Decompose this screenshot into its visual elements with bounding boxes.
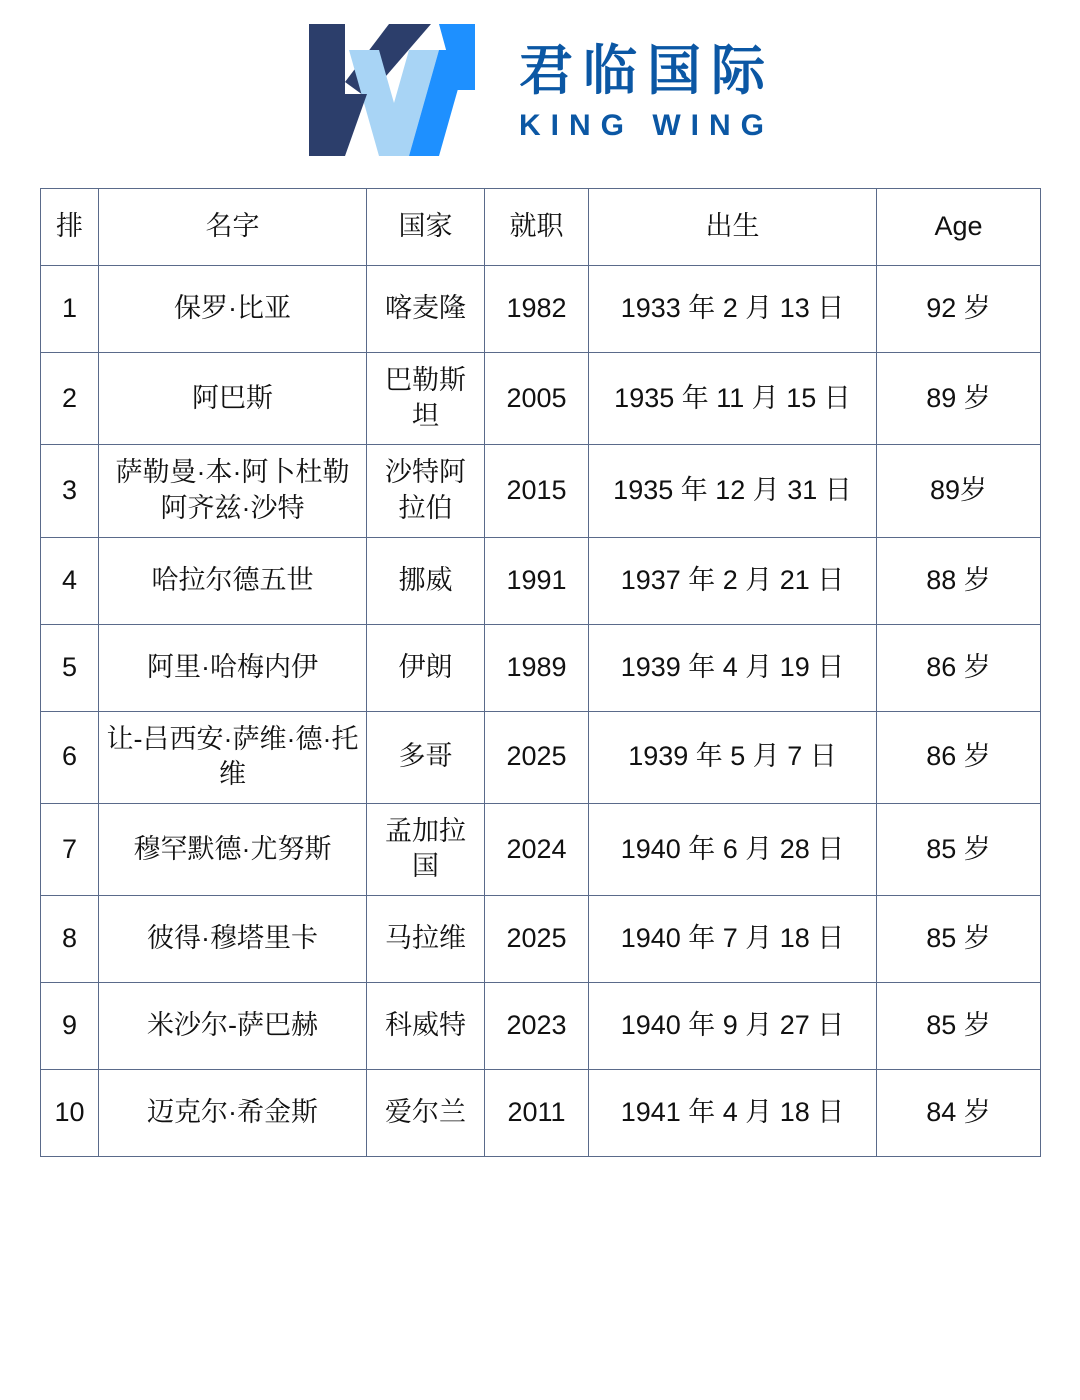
cell-birth: 1937 年 2 月 21 日 xyxy=(589,537,877,624)
column-header-rank: 排 xyxy=(41,189,99,266)
cell-country: 科威特 xyxy=(367,983,485,1070)
cell-name: 让-吕西安·萨维·德·托维 xyxy=(99,711,367,803)
cell-name: 阿巴斯 xyxy=(99,353,367,445)
cell-inaugurated: 2005 xyxy=(485,353,589,445)
brand-name-en: KING WING xyxy=(519,109,774,143)
cell-rank: 5 xyxy=(41,624,99,711)
cell-name: 哈拉尔德五世 xyxy=(99,537,367,624)
column-header-birth: 出生 xyxy=(589,189,877,266)
cell-name: 阿里·哈梅内伊 xyxy=(99,624,367,711)
cell-country: 喀麦隆 xyxy=(367,266,485,353)
cell-inaugurated: 2015 xyxy=(485,445,589,537)
leaders-table-container xyxy=(40,188,1040,1157)
column-header-age: Age xyxy=(877,189,1041,266)
oldest-leaders-table xyxy=(40,188,1041,1157)
cell-age: 85 岁 xyxy=(877,896,1041,983)
cell-rank: 7 xyxy=(41,803,99,895)
cell-name: 彼得·穆塔里卡 xyxy=(99,896,367,983)
cell-birth: 1935 年 11 月 15 日 xyxy=(589,353,877,445)
table-body xyxy=(41,266,1041,1157)
cell-inaugurated: 1989 xyxy=(485,624,589,711)
cell-inaugurated: 2023 xyxy=(485,983,589,1070)
cell-age: 89 岁 xyxy=(877,353,1041,445)
cell-name: 迈克尔·希金斯 xyxy=(99,1070,367,1157)
table-row xyxy=(41,803,1041,895)
table-row xyxy=(41,896,1041,983)
cell-rank: 8 xyxy=(41,896,99,983)
cell-age: 86 岁 xyxy=(877,624,1041,711)
cell-age: 85 岁 xyxy=(877,803,1041,895)
cell-birth: 1933 年 2 月 13 日 xyxy=(589,266,877,353)
cell-country: 多哥 xyxy=(367,711,485,803)
cell-age: 84 岁 xyxy=(877,1070,1041,1157)
table-row xyxy=(41,537,1041,624)
cell-name: 萨勒曼·本·阿卜杜勒阿齐兹·沙特 xyxy=(99,445,367,537)
cell-country: 孟加拉国 xyxy=(367,803,485,895)
cell-inaugurated: 2011 xyxy=(485,1070,589,1157)
column-header-country: 国家 xyxy=(367,189,485,266)
brand-wordmark xyxy=(519,40,775,144)
cell-country: 马拉维 xyxy=(367,896,485,983)
cell-rank: 9 xyxy=(41,983,99,1070)
cell-birth: 1940 年 9 月 27 日 xyxy=(589,983,877,1070)
cell-country: 挪威 xyxy=(367,537,485,624)
cell-rank: 3 xyxy=(41,445,99,537)
cell-age: 86 岁 xyxy=(877,711,1041,803)
cell-birth: 1935 年 12 月 31 日 xyxy=(589,445,877,537)
cell-inaugurated: 1982 xyxy=(485,266,589,353)
cell-name: 米沙尔-萨巴赫 xyxy=(99,983,367,1070)
cell-country: 爱尔兰 xyxy=(367,1070,485,1157)
brand-name-cn: 君临国际 xyxy=(519,40,775,101)
table-row xyxy=(41,983,1041,1070)
cell-country: 沙特阿拉伯 xyxy=(367,445,485,537)
table-row xyxy=(41,353,1041,445)
cell-age: 88 岁 xyxy=(877,537,1041,624)
cell-rank: 10 xyxy=(41,1070,99,1157)
cell-rank: 1 xyxy=(41,266,99,353)
cell-name: 穆罕默德·尤努斯 xyxy=(99,803,367,895)
table-row xyxy=(41,624,1041,711)
table-row xyxy=(41,1070,1041,1157)
cell-age: 89岁 xyxy=(877,445,1041,537)
cell-inaugurated: 1991 xyxy=(485,537,589,624)
cell-name: 保罗·比亚 xyxy=(99,266,367,353)
cell-birth: 1940 年 7 月 18 日 xyxy=(589,896,877,983)
cell-age: 92 岁 xyxy=(877,266,1041,353)
column-header-inaugurated: 就职 xyxy=(485,189,589,266)
kw-monogram-logo xyxy=(305,20,485,160)
cell-inaugurated: 2025 xyxy=(485,711,589,803)
cell-birth: 1941 年 4 月 18 日 xyxy=(589,1070,877,1157)
brand-header xyxy=(0,0,1080,150)
cell-birth: 1940 年 6 月 28 日 xyxy=(589,803,877,895)
table-row xyxy=(41,711,1041,803)
cell-rank: 6 xyxy=(41,711,99,803)
cell-rank: 4 xyxy=(41,537,99,624)
cell-country: 伊朗 xyxy=(367,624,485,711)
cell-inaugurated: 2025 xyxy=(485,896,589,983)
table-row xyxy=(41,266,1041,353)
cell-country: 巴勒斯坦 xyxy=(367,353,485,445)
column-header-name: 名字 xyxy=(99,189,367,266)
cell-rank: 2 xyxy=(41,353,99,445)
table-row xyxy=(41,445,1041,537)
table-header xyxy=(41,189,1041,266)
cell-birth: 1939 年 4 月 19 日 xyxy=(589,624,877,711)
cell-inaugurated: 2024 xyxy=(485,803,589,895)
cell-birth: 1939 年 5 月 7 日 xyxy=(589,711,877,803)
table-header-row xyxy=(41,189,1041,266)
cell-age: 85 岁 xyxy=(877,983,1041,1070)
